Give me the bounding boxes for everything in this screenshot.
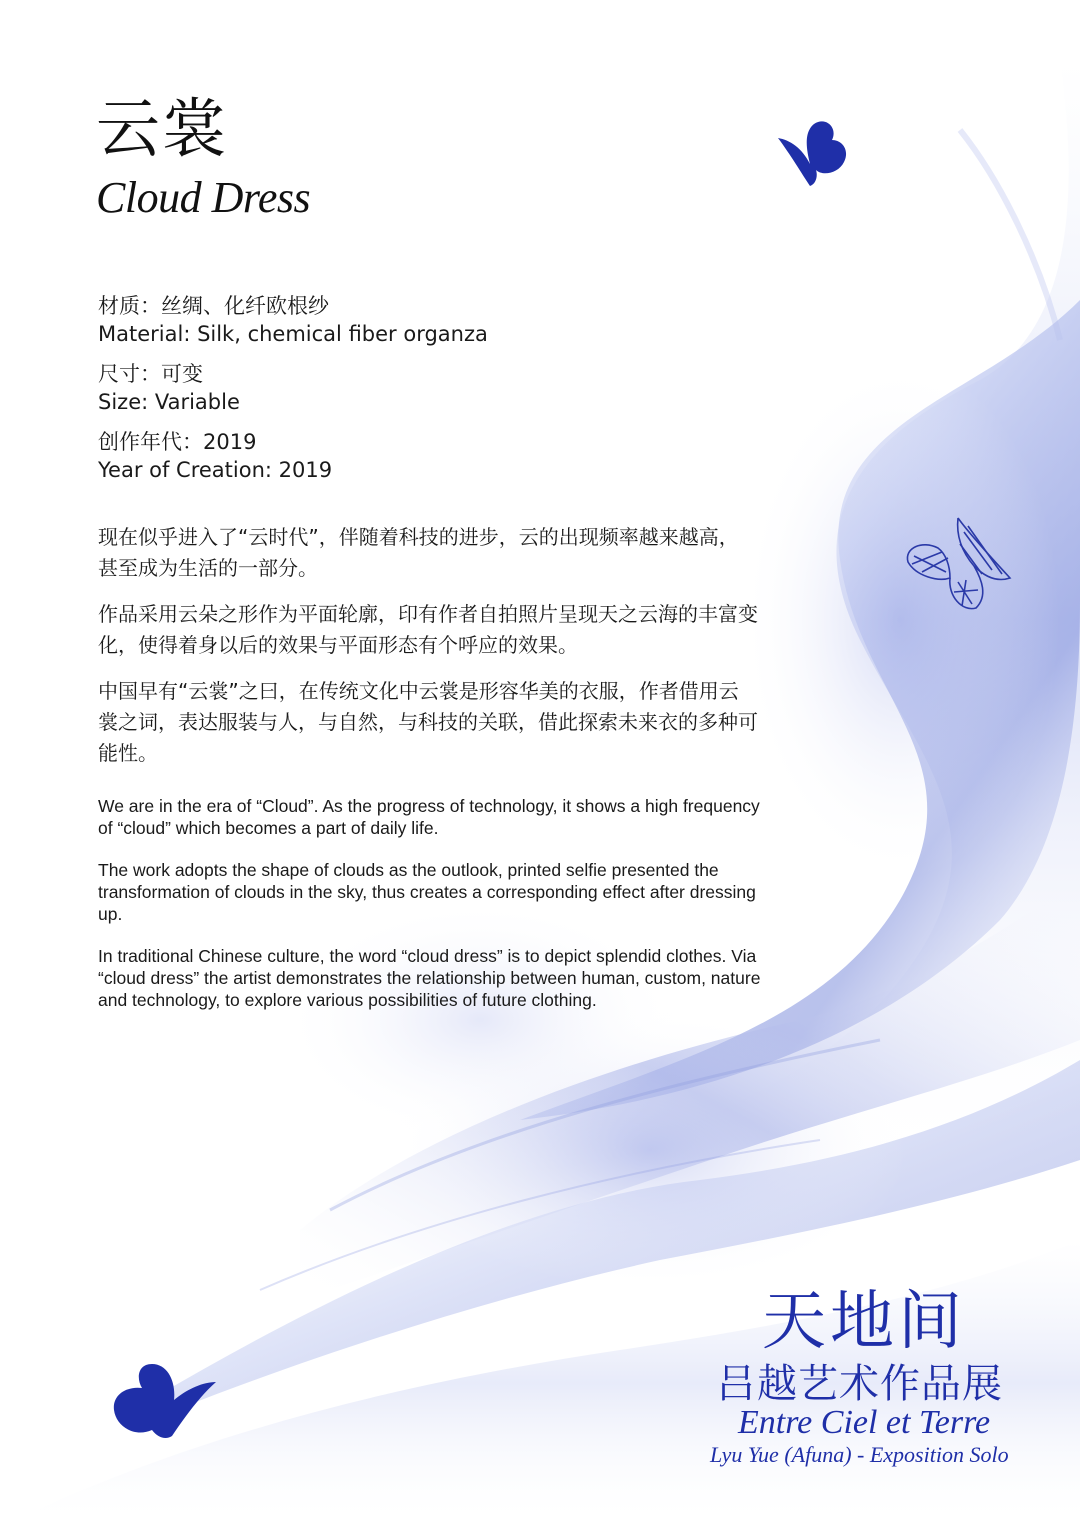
description-paragraph: 中国早有“云裳”之曰，在传统文化中云裳是形容华美的衣服，作者借用云裳之词，表达服装与人，与自然，与科技的关联，借此探索未来衣的多种可能性。 xyxy=(98,679,758,765)
page-title-english: Cloud Dress xyxy=(96,173,311,222)
butterfly-icon xyxy=(776,118,850,188)
size-label-en: Size: Variable xyxy=(98,390,240,414)
material-label-en: Material: Silk, chemical fiber organza xyxy=(98,322,488,346)
description-paragraph: 现在似乎进入了“云时代”，伴随着科技的进步，云的出现频率越来越高，甚至成为生活的一部分。 xyxy=(98,525,739,580)
year-label-cn: 创作年代：2019 xyxy=(98,430,257,454)
size-info xyxy=(98,360,798,416)
size-label-cn: 尺寸：可变 xyxy=(98,362,203,386)
page-title-chinese: 云裳 xyxy=(96,93,228,167)
description-chinese xyxy=(98,522,758,784)
material-info xyxy=(98,292,798,348)
description-paragraph: We are in the era of “Cloud”. As the progress of technology, it shows a high frequency of “cloud” which becomes a part of daily life. xyxy=(98,796,760,838)
description-paragraph: In traditional Chinese culture, the word “cloud dress” is to depict splendid clothes. Via “cloud dress” the artist demonstrates the relationship between human, custom, nature and technology, to explore various possibilities of future clothing. xyxy=(98,946,761,1010)
description-paragraph: 作品采用云朵之形作为平面轮廓，印有作者自拍照片呈现天之云海的丰富变化，使得着身以后的效果与平面形态有个呼应的效果。 xyxy=(98,602,758,657)
description-paragraph: The work adopts the shape of clouds as the outlook, printed selfie presented the transformation of clouds in the sky, thus creates a corresponding effect after dressing up. xyxy=(98,860,756,924)
butterfly-icon xyxy=(112,1360,216,1440)
exhibition-title-fr: Entre Ciel et Terre xyxy=(738,1404,991,1441)
butterfly-outline-icon xyxy=(902,512,1014,612)
exhibition-subtitle-cn: 吕越艺术作品展 xyxy=(716,1361,1003,1407)
description-english xyxy=(98,795,768,1031)
exhibition-subtitle-fr: Lyu Yue (Afuna) - Exposition Solo xyxy=(710,1442,1009,1467)
artwork-details xyxy=(98,292,798,496)
year-info xyxy=(98,428,798,484)
material-label-cn: 材质：丝绸、化纤欧根纱 xyxy=(98,294,329,318)
year-label-en: Year of Creation: 2019 xyxy=(98,458,333,482)
exhibition-title-cn: 天地间 xyxy=(762,1285,966,1359)
